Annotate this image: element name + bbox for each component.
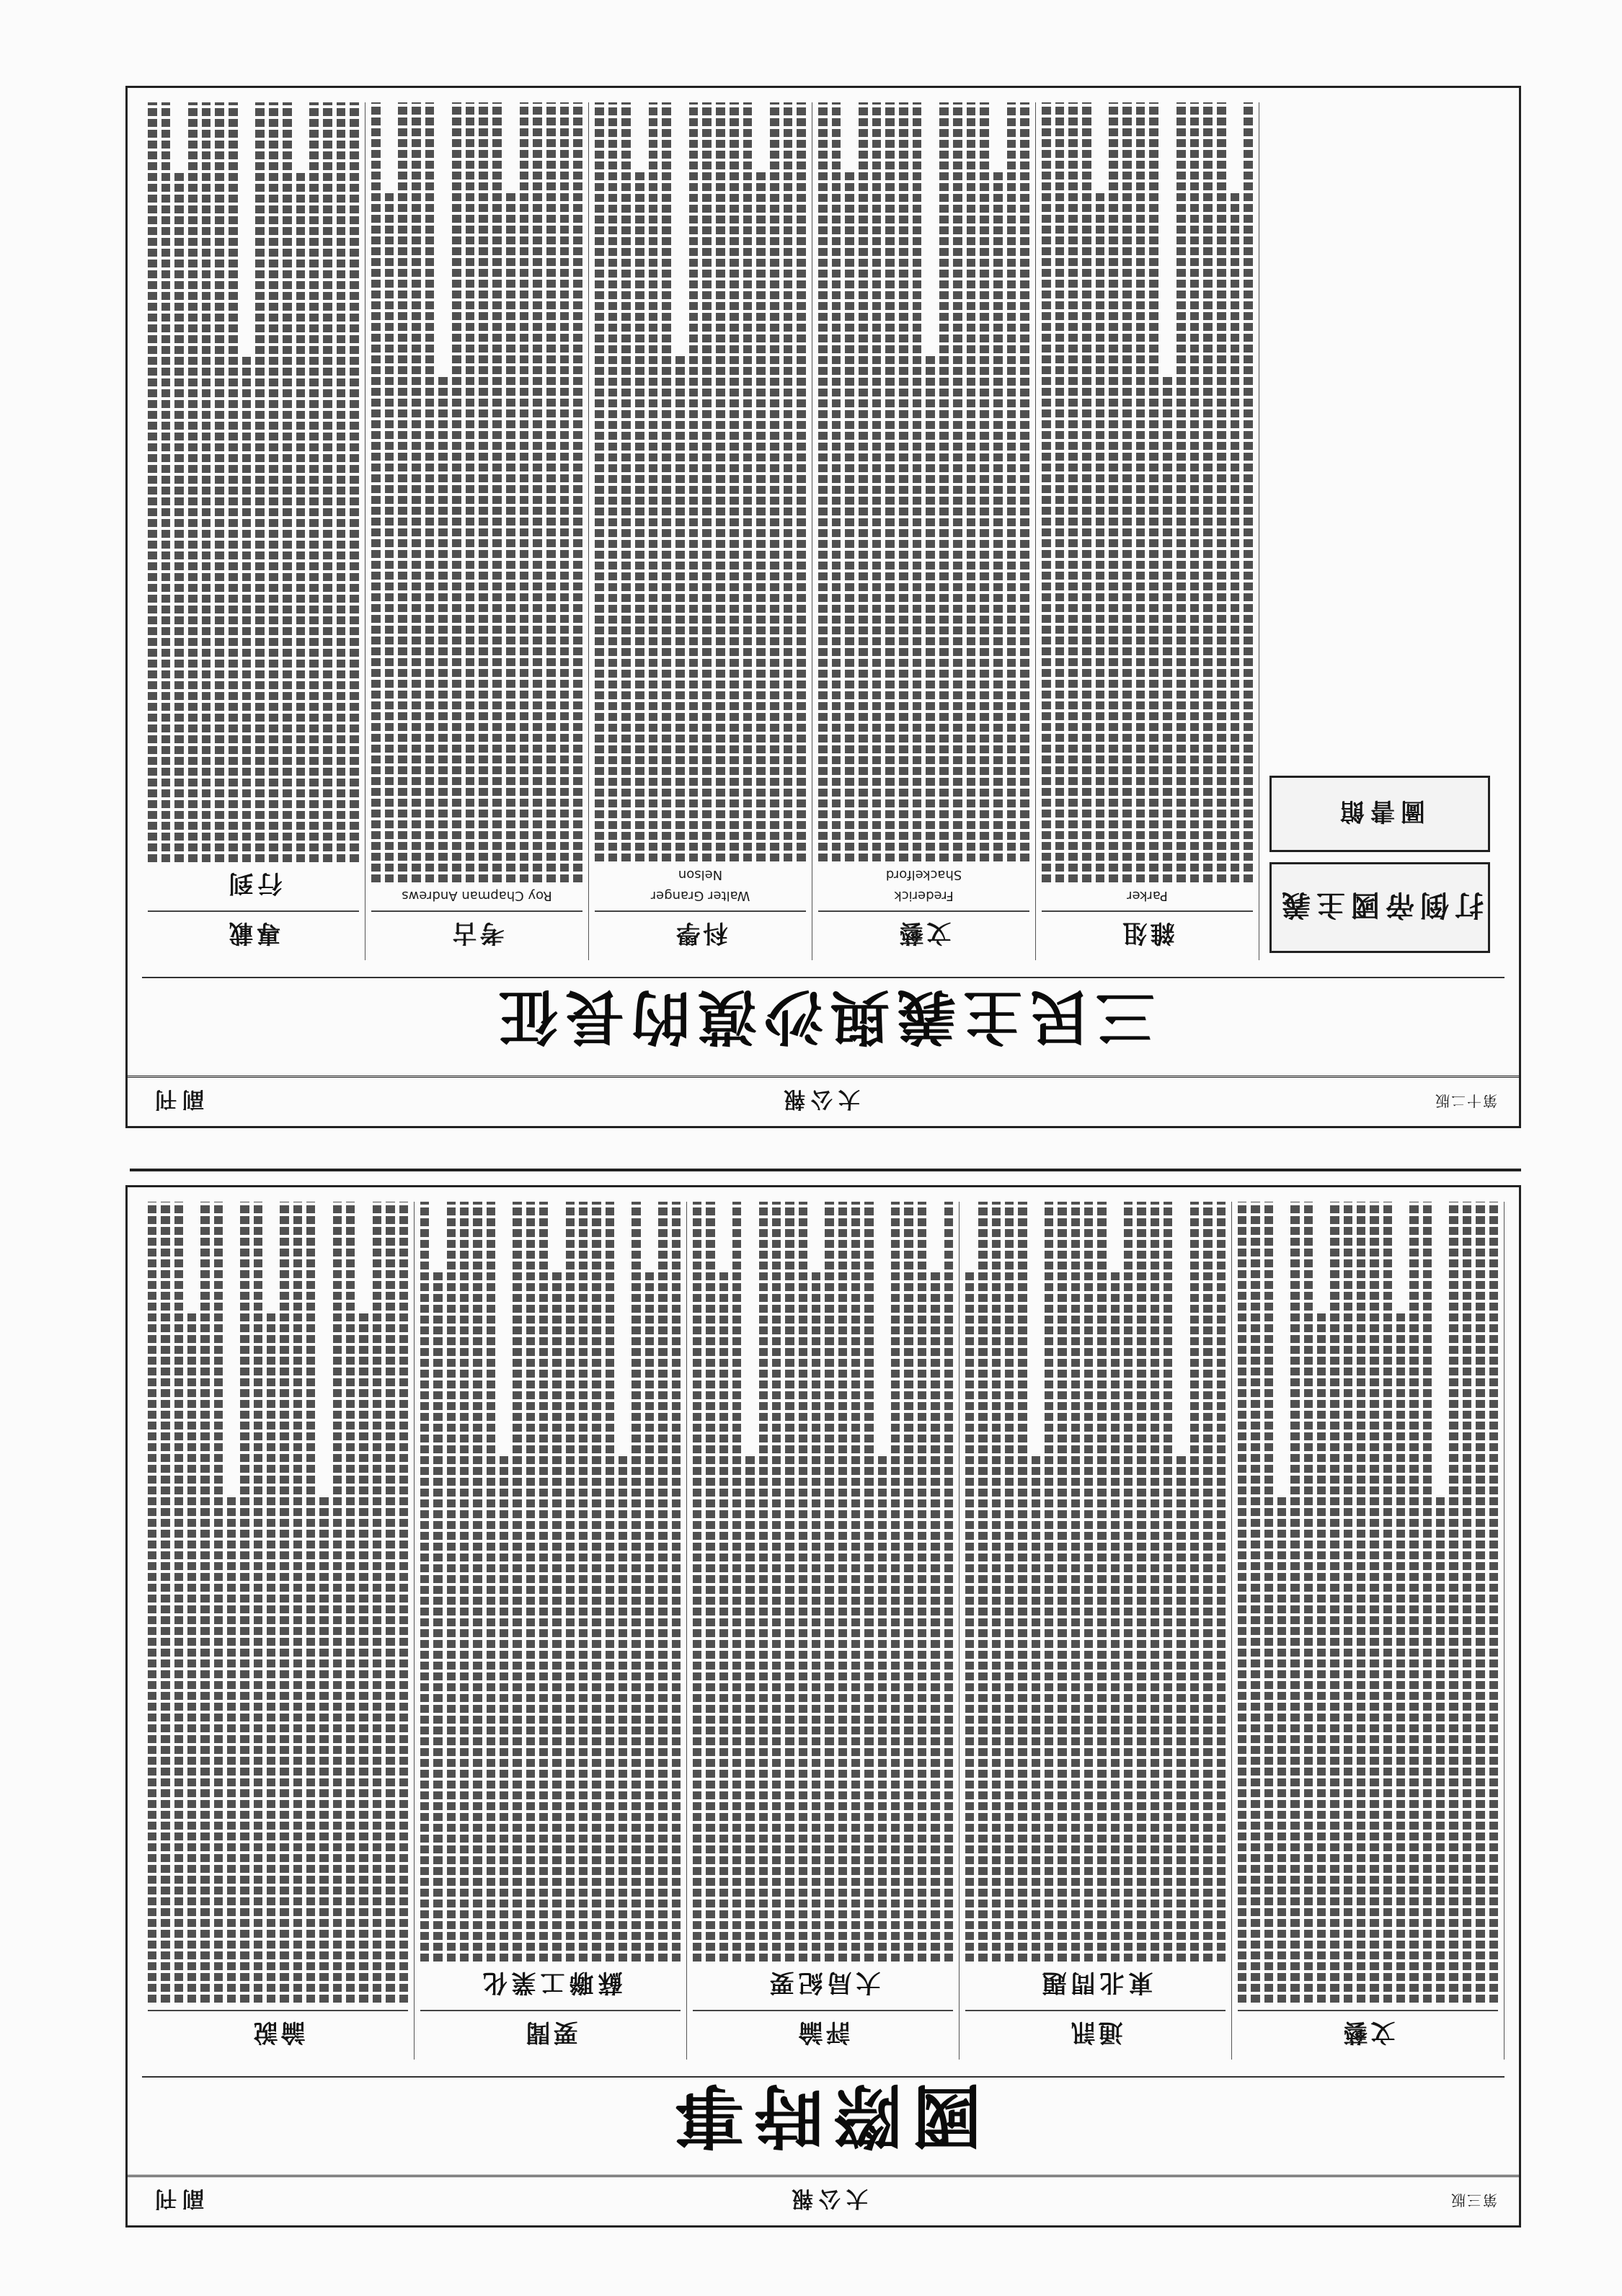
text-block: [693, 1202, 953, 1962]
column-title: 要聞: [420, 2010, 681, 2052]
subhead: 蘇聯工業化: [478, 1968, 623, 1997]
column: [142, 1202, 415, 2060]
column-title: 通訊: [965, 2010, 1226, 2052]
column-title: 文藝: [1238, 2010, 1498, 2052]
author-name: Walter Granger: [650, 888, 750, 903]
subhead: 東北問題: [1037, 1968, 1153, 1997]
column: [960, 1202, 1232, 2060]
advertisement-box: 打倒帝國主義: [1269, 862, 1490, 953]
column: [589, 102, 812, 960]
headline-top: 國際時事: [142, 2076, 1504, 2164]
column-title: 評論: [693, 2010, 953, 2052]
text-block: [148, 1202, 408, 2003]
subhead: 行到: [224, 869, 283, 897]
column-title: 考古: [371, 910, 582, 953]
section-label: 副刊: [149, 2186, 204, 2212]
column-title: 文藝: [818, 910, 1029, 953]
column: [687, 1202, 960, 2060]
section-label: 副刊: [149, 1086, 204, 1112]
column: [1232, 1202, 1504, 2060]
column-title: 論說: [148, 2010, 408, 2052]
author-name: Roy Chapman Andrews: [402, 888, 552, 903]
masthead-bottom: [128, 1076, 1519, 1126]
page-section-bottom: [125, 86, 1521, 1128]
author-name: Nelson: [678, 867, 723, 882]
author-name: Frederick: [894, 888, 954, 903]
column: [812, 102, 1036, 960]
text-block: [148, 102, 359, 862]
text-block: [420, 1202, 681, 1962]
masthead-top: [128, 2175, 1519, 2225]
text-block: [371, 102, 582, 882]
headline-bottom: 三民主義與沙漠的長征: [142, 977, 1504, 1065]
subhead: 大局紀要: [765, 1968, 881, 1997]
column: [365, 102, 589, 960]
text-block: [1238, 1202, 1498, 2003]
column: [415, 1202, 687, 2060]
column: [142, 102, 365, 960]
issue-marker: 第三版: [1450, 2191, 1497, 2209]
article-columns-top: [142, 1202, 1504, 2060]
column-title: 雜俎: [1042, 910, 1253, 953]
page-section-top: [125, 1185, 1521, 2228]
text-block: [965, 1202, 1226, 1962]
fold-divider: [130, 1169, 1521, 1171]
text-block: [818, 102, 1029, 861]
article-columns-bottom: [142, 102, 1259, 960]
author-name: Parker: [1127, 888, 1168, 903]
text-block: [1042, 102, 1253, 882]
column-title: 科學: [595, 910, 806, 953]
paper-name: 大公報: [778, 1086, 860, 1112]
issue-marker: 第十二版: [1434, 1092, 1497, 1109]
column-title: 專載: [148, 910, 359, 953]
author-name: Shackelford: [885, 867, 962, 882]
text-block: [595, 102, 806, 861]
column: [1036, 102, 1259, 960]
paper-name: 大公報: [786, 2186, 868, 2212]
advertisement-box: 圖書館: [1269, 776, 1490, 852]
